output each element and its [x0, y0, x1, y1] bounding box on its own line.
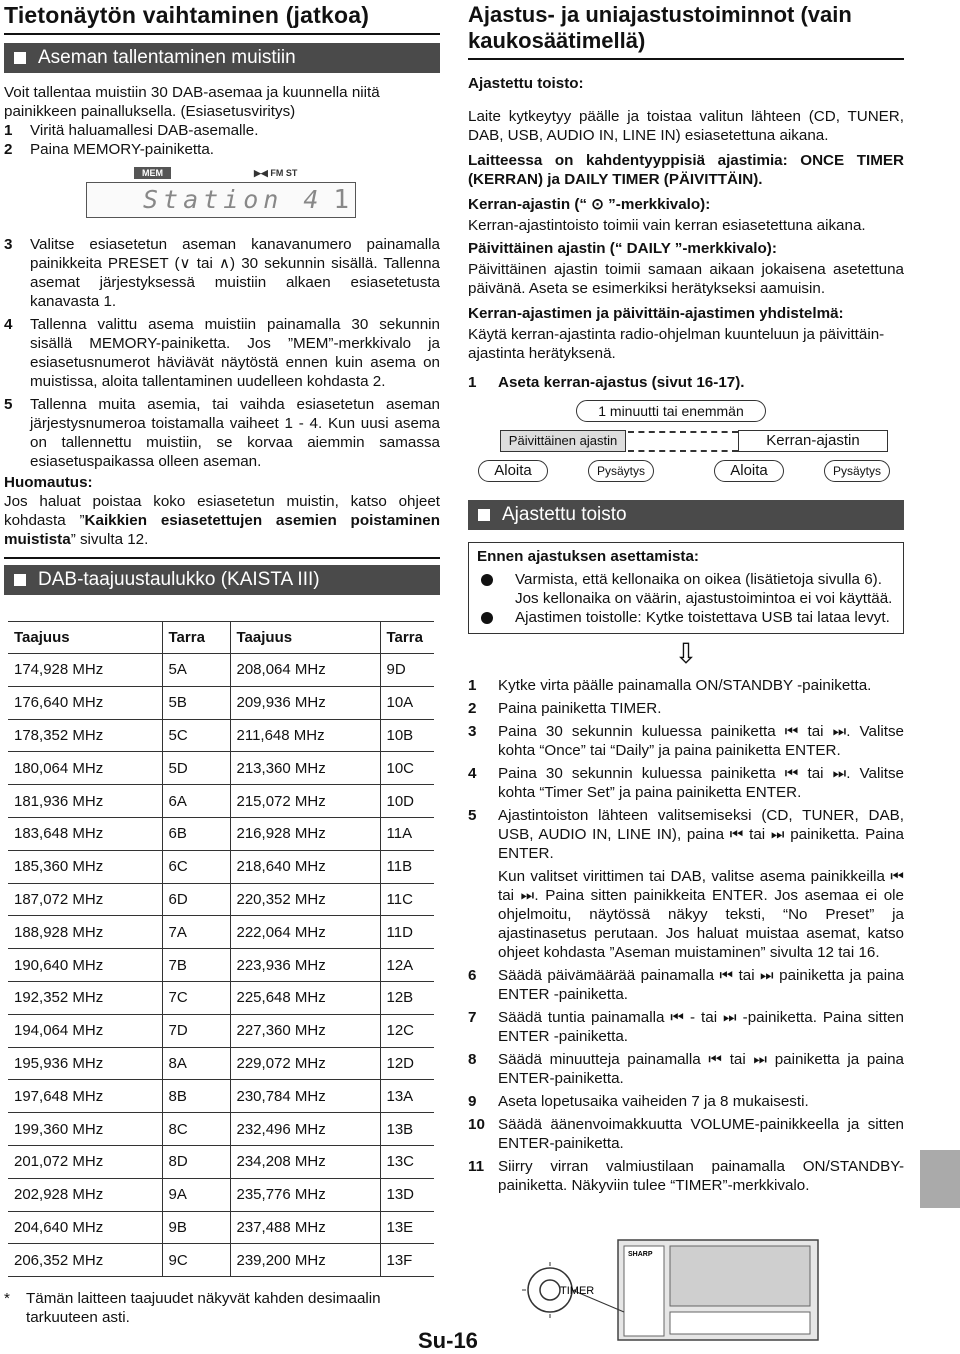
- table-cell: 190,640 MHz: [8, 949, 162, 982]
- paragraph-bold: Laitteessa on kahdentyyppisiä ajastimia: ONCE TIMER (KERRAN) ja DAILY TIMER (PÄIVITTÄIN).: [468, 152, 904, 188]
- timeline-dash: [628, 450, 738, 452]
- paragraph: Käytä kerran-ajastinta radio-ohjelman kuunteluun ja päivittäin-ajastinta herätyksenä.: [468, 326, 885, 362]
- square-bullet-icon: [14, 574, 26, 586]
- step: [468, 1115, 904, 1153]
- table-cell: 5A: [162, 654, 230, 687]
- step: [468, 867, 904, 962]
- table-row: [8, 949, 434, 982]
- table-cell: 9C: [162, 1244, 230, 1277]
- step-number: 1: [468, 677, 477, 694]
- table-cell: 213,360 MHz: [230, 752, 380, 785]
- table-row: [8, 817, 434, 850]
- remote-device-illustration: [520, 1232, 820, 1342]
- step-text: Kun valitset virittimen tai DAB, valitse asema painikkeilla ⏮ tai ⏭. Paina sitten painikkeita ENTER. Jos asemaa ei ole ohjelmoitu, näytössä näkyy teksti, “No Preset” ja ajastinasetus perutaan. Jos haluat muistaa asemat, katso ohjeet kohdasta ”Aseman muistaminen” sivulta 12 tai 16.: [498, 868, 904, 961]
- before-setting-callout: [468, 542, 904, 634]
- table-cell: 225,648 MHz: [230, 981, 380, 1014]
- table-cell: 13D: [380, 1178, 434, 1211]
- section-header-timer-playback: [468, 500, 904, 530]
- step-text: Aseta kerran-ajastus (sivut 16-17).: [498, 374, 745, 391]
- step-number: 6: [468, 967, 477, 984]
- table-cell: 7A: [162, 916, 230, 949]
- step-text: Viritä haluamallesi DAB-asemalle.: [30, 122, 259, 139]
- table-cell: 8B: [162, 1080, 230, 1113]
- lcd-text: Station 4: [143, 185, 324, 214]
- table-cell: 209,936 MHz: [230, 686, 380, 719]
- step-text: Aseta lopetusaika vaiheiden 7 ja 8 mukaisesti.: [498, 1093, 809, 1110]
- step: [468, 1050, 904, 1088]
- footnote: [4, 1289, 440, 1327]
- step-text: Paina 30 sekunnin kuluessa painiketta ⏮ tai ⏭. Valitse kohta “Timer Set” ja paina painiketta ENTER.: [498, 765, 904, 801]
- step-number: [468, 867, 498, 962]
- step: [4, 235, 440, 311]
- table-cell: 178,352 MHz: [8, 719, 162, 752]
- table-row: [8, 752, 434, 785]
- table-cell: 208,064 MHz: [230, 654, 380, 687]
- table-cell: 8A: [162, 1047, 230, 1080]
- table-row: [8, 850, 434, 883]
- table-cell: 13C: [380, 1145, 434, 1178]
- paragraph: Kerran-ajastintoisto toimii vain kerran esiasetettuna aikana.: [468, 217, 866, 234]
- table-row: [8, 1113, 434, 1146]
- bullet-text: Varmista, että kellonaika on oikea (lisätietoja sivulla 6). Jos kellonaika on väärin, ajastustoimintoa ei voi käyttää.: [515, 571, 893, 607]
- step-number: 5: [468, 807, 477, 824]
- subheading: Ajastettu toisto:: [468, 75, 584, 92]
- section-header-station-memory: [4, 43, 440, 73]
- start-label: Aloita: [714, 460, 784, 482]
- section-header-dab-table: [4, 565, 440, 595]
- step-number: 7: [468, 1009, 477, 1026]
- table-cell: 11B: [380, 850, 434, 883]
- step-text: Säädä äänenvoimakkuutta VOLUME-painikkeella ja sitten ENTER-painiketta.: [498, 1116, 904, 1152]
- table-row: [8, 1080, 434, 1113]
- step-text: Säädä päivämäärää painamalla ⏮ tai ⏭ painiketta ja paina ENTER -painiketta.: [498, 967, 904, 1003]
- step: [468, 1008, 904, 1046]
- table-cell: 215,072 MHz: [230, 785, 380, 818]
- table-row: [8, 686, 434, 719]
- table-header-cell: Taajuus: [8, 622, 162, 654]
- lcd-preset-number: 1: [333, 185, 349, 215]
- table-cell: 13E: [380, 1211, 434, 1244]
- page-title: Tietonäytön vaihtaminen (jatkoa): [4, 2, 370, 28]
- step-number: 2: [4, 141, 13, 158]
- step: [468, 764, 904, 802]
- table-cell: 10B: [380, 719, 434, 752]
- table-cell: 11D: [380, 916, 434, 949]
- footnote-star: *: [4, 1290, 10, 1308]
- table-cell: 229,072 MHz: [230, 1047, 380, 1080]
- table-cell: 181,936 MHz: [8, 785, 162, 818]
- table-cell: 12A: [380, 949, 434, 982]
- table-row: [8, 1178, 434, 1211]
- step-text: Ajastintoiston lähteen valitsemiseksi (CD, TUNER, DAB, USB, AUDIO IN, LINE IN), paina ⏮ tai ⏭ painiketta. Paina ENTER.: [498, 807, 904, 862]
- table-cell: 10A: [380, 686, 434, 719]
- step-text: Siirry virran valmiustilaan painamalla ON/STANDBY-painiketta. Näkyviin tulee “TIMER”-merkkivalo.: [498, 1158, 904, 1194]
- table-cell: 7C: [162, 981, 230, 1014]
- lcd-screen: [86, 182, 356, 218]
- table-cell: 6D: [162, 883, 230, 916]
- dab-frequency-table: [8, 621, 434, 1277]
- timeline-dash: [628, 431, 738, 433]
- fm-st-indicator: ▶◀ FM ST: [254, 168, 298, 178]
- once-timer-box: Kerran-ajastin: [738, 430, 888, 452]
- table-cell: 185,360 MHz: [8, 850, 162, 883]
- table-header-cell: Tarra: [162, 622, 230, 654]
- table-cell: 12B: [380, 981, 434, 1014]
- step: [468, 966, 904, 1004]
- step-text: Säädä minuutteja painamalla ⏮ tai ⏭ painiketta ja paina ENTER-painiketta.: [498, 1051, 904, 1087]
- intro-text: Voit tallentaa muistiin 30 DAB-asemaa ja kuunnella niitä painikkeen painalluksella. (Esiasetusviritys): [4, 84, 380, 120]
- lcd-display-illustration: [86, 167, 356, 223]
- table-row: [8, 785, 434, 818]
- table-cell: 220,352 MHz: [230, 883, 380, 916]
- table-cell: 230,784 MHz: [230, 1080, 380, 1113]
- step-number: 1: [468, 374, 477, 391]
- left-column: [4, 0, 440, 1327]
- table-cell: 13A: [380, 1080, 434, 1113]
- table-row: [8, 1145, 434, 1178]
- step: [468, 1092, 904, 1111]
- table-header-row: [8, 622, 434, 654]
- table-cell: 199,360 MHz: [8, 1113, 162, 1146]
- subheading: Kerran-ajastin (“ ⊙ ”-merkkivalo):: [468, 196, 711, 213]
- table-header-cell: Tarra: [380, 622, 434, 654]
- section-header-label: Ajastettu toisto: [502, 504, 627, 525]
- note-link-text: Kaikkien esiasetettujen asemien poistaminen muistista: [4, 512, 440, 548]
- table-cell: 13F: [380, 1244, 434, 1277]
- table-cell: 201,072 MHz: [8, 1145, 162, 1178]
- table-cell: 222,064 MHz: [230, 916, 380, 949]
- table-cell: 6B: [162, 817, 230, 850]
- step: [468, 722, 904, 760]
- table-cell: 7D: [162, 1014, 230, 1047]
- step: [4, 395, 440, 471]
- subheading: Kerran-ajastimen ja päivittäin-ajastimen yhdistelmä:: [468, 305, 844, 322]
- table-cell: 202,928 MHz: [8, 1178, 162, 1211]
- square-bullet-icon: [478, 509, 490, 521]
- note-heading: Huomautus:: [4, 474, 93, 491]
- paragraph: Laite kytkeytyy päälle ja toistaa valitun lähteen (CD, TUNER, DAB, USB, AUDIO IN, LINE IN) esiasetettuna aikana.: [468, 108, 904, 144]
- step-number: 8: [468, 1051, 477, 1068]
- table-cell: 13B: [380, 1113, 434, 1146]
- table-cell: 206,352 MHz: [8, 1244, 162, 1277]
- timer-steps: [468, 676, 904, 1195]
- step-number: 5: [4, 396, 13, 413]
- table-cell: 211,648 MHz: [230, 719, 380, 752]
- table-cell: 10C: [380, 752, 434, 785]
- step-text: Paina painiketta TIMER.: [498, 700, 662, 717]
- step-number: 10: [468, 1116, 485, 1133]
- table-cell: 8D: [162, 1145, 230, 1178]
- table-row: [8, 981, 434, 1014]
- table-cell: 187,072 MHz: [8, 883, 162, 916]
- table-cell: 7B: [162, 949, 230, 982]
- table-cell: 5C: [162, 719, 230, 752]
- table-cell: 218,640 MHz: [230, 850, 380, 883]
- table-cell: 183,648 MHz: [8, 817, 162, 850]
- step-text: Säädä tuntia painamalla ⏮ - tai ⏭ -painiketta. Paina sitten ENTER -painiketta.: [498, 1009, 904, 1045]
- bullet-icon: [481, 574, 493, 586]
- right-column: [468, 0, 904, 1199]
- step-text: Valitse esiasetetun aseman kanavanumero painamalla painikkeita PRESET (∨ tai ∧) 30 sekunnin sisällä. Tallenna asemat järjestyksessä muistiin alkaen esiasetetusta kanavasta 1.: [30, 236, 440, 310]
- table-row: [8, 1014, 434, 1047]
- section-header-label: Aseman tallentaminen muistiin: [38, 47, 296, 68]
- side-tab: [920, 1150, 960, 1208]
- right-title: Ajastus- ja uniajastustoiminnot (vain kaukosäätimellä): [468, 2, 852, 53]
- table-cell: 237,488 MHz: [230, 1211, 380, 1244]
- step: [4, 140, 440, 159]
- table-cell: 176,640 MHz: [8, 686, 162, 719]
- table-cell: 6C: [162, 850, 230, 883]
- table-cell: 9B: [162, 1211, 230, 1244]
- daily-timer-box: Päivittäinen ajastin: [500, 430, 626, 452]
- step: [4, 121, 440, 140]
- table-cell: 11C: [380, 883, 434, 916]
- table-cell: 204,640 MHz: [8, 1211, 162, 1244]
- table-cell: 223,936 MHz: [230, 949, 380, 982]
- step-number: 11: [468, 1158, 485, 1175]
- table-row: [8, 916, 434, 949]
- step-text: Paina MEMORY-painiketta.: [30, 141, 215, 158]
- title-rule: [468, 58, 904, 60]
- table-row: [8, 1244, 434, 1277]
- table-row: [8, 654, 434, 687]
- table-cell: 12D: [380, 1047, 434, 1080]
- step-number: 4: [4, 316, 13, 333]
- step-number: 4: [468, 765, 477, 782]
- down-arrow-icon: ⇩: [674, 638, 698, 669]
- table-cell: 5D: [162, 752, 230, 785]
- table-cell: 227,360 MHz: [230, 1014, 380, 1047]
- section-rule: [4, 557, 440, 559]
- subheading: Päivittäinen ajastin (“ DAILY ”-merkkivalo):: [468, 240, 777, 257]
- table-cell: 9D: [380, 654, 434, 687]
- table-cell: 216,928 MHz: [230, 817, 380, 850]
- note-post: ” sivulta 12.: [70, 531, 149, 548]
- step-number: 9: [468, 1093, 477, 1110]
- bullet-item: [477, 570, 895, 608]
- note-pre: Jos haluat poistaa koko esiasetetun muistin, katso ohjeet kohdasta ”: [4, 493, 440, 529]
- step-number: 1: [4, 122, 13, 139]
- table-cell: 239,200 MHz: [230, 1244, 380, 1277]
- step-text: Kytke virta päälle painamalla ON/STANDBY -painiketta.: [498, 677, 872, 694]
- note-text: [4, 492, 440, 549]
- duration-label: 1 minuutti tai enemmän: [576, 400, 766, 422]
- mem-indicator: MEM: [134, 167, 171, 179]
- step: [468, 373, 904, 392]
- step-text: Tallenna valittu asema muistiin painamalla 30 sekunnin sisällä MEMORY-painiketta. Jos ”MEM”-merkkivalo ja esiasetusnumerot häviävät näytöstä ennen kuin asema on muistissa, aloita tallentaminen uudelleen kohdasta 2.: [30, 316, 440, 390]
- step-number: 3: [468, 723, 477, 740]
- table-row: [8, 883, 434, 916]
- bullet-text: Ajastimen toistolle: Kytke toistettava USB tai lataa levyt.: [515, 609, 890, 626]
- bullet-icon: [481, 612, 493, 624]
- page-number: Su-16: [418, 1328, 478, 1353]
- step: [4, 315, 440, 391]
- table-row: [8, 719, 434, 752]
- table-cell: 192,352 MHz: [8, 981, 162, 1014]
- table-row: [8, 1047, 434, 1080]
- paragraph: Päivittäinen ajastin toimii samaan aikaan jokaisena asetettuna päivänä. Aseta se esimerkiksi herätykseksi aamuisin.: [468, 261, 904, 297]
- table-cell: 9A: [162, 1178, 230, 1211]
- start-label: Aloita: [478, 460, 548, 482]
- callout-title: Ennen ajastuksen asettamista:: [477, 548, 699, 565]
- table-header-cell: Taajuus: [230, 622, 380, 654]
- table-cell: 194,064 MHz: [8, 1014, 162, 1047]
- step: [468, 676, 904, 695]
- table-cell: 10D: [380, 785, 434, 818]
- table-cell: 197,648 MHz: [8, 1080, 162, 1113]
- table-cell: 11A: [380, 817, 434, 850]
- device-timer-label: TIMER: [560, 1285, 595, 1297]
- section-header-label: DAB-taajuustaulukko (KAISTA III): [38, 569, 320, 590]
- stop-label: Pysäytys: [824, 460, 890, 482]
- table-cell: 174,928 MHz: [8, 654, 162, 687]
- table-cell: 235,776 MHz: [230, 1178, 380, 1211]
- table-cell: 180,064 MHz: [8, 752, 162, 785]
- stop-label: Pysäytys: [588, 460, 654, 482]
- step: [468, 806, 904, 863]
- table-cell: 195,936 MHz: [8, 1047, 162, 1080]
- step-number: 2: [468, 700, 477, 717]
- table-cell: 6A: [162, 785, 230, 818]
- title-rule: [4, 33, 440, 35]
- step-number: 3: [4, 236, 13, 253]
- step-text: Tallenna muita asemia, tai vaihda esiasetetun aseman järjestysnumeroa toistamalla vaiheet 1 - 4. Kun uusi asema on tallennettu muistiin, se korvaa aiemmin samassa esiasetuspaikassa olleen aseman.: [30, 396, 440, 470]
- table-cell: 8C: [162, 1113, 230, 1146]
- bullet-item: [477, 608, 895, 627]
- square-bullet-icon: [14, 52, 26, 64]
- table-cell: 5B: [162, 686, 230, 719]
- footnote-text: Tämän laitteen taajuudet näkyvät kahden desimaalin tarkuuteen asti.: [26, 1290, 381, 1327]
- table-cell: 12C: [380, 1014, 434, 1047]
- table-cell: 234,208 MHz: [230, 1145, 380, 1178]
- timer-diagram: [468, 400, 904, 492]
- table-row: [8, 1211, 434, 1244]
- step: [468, 1157, 904, 1195]
- device-brand: SHARP: [628, 1251, 653, 1258]
- step-text: Paina 30 sekunnin kuluessa painiketta ⏮ tai ⏭. Valitse kohta “Once” tai “Daily” ja paina painiketta ENTER.: [498, 723, 904, 759]
- step: [468, 699, 904, 718]
- table-cell: 188,928 MHz: [8, 916, 162, 949]
- table-cell: 232,496 MHz: [230, 1113, 380, 1146]
